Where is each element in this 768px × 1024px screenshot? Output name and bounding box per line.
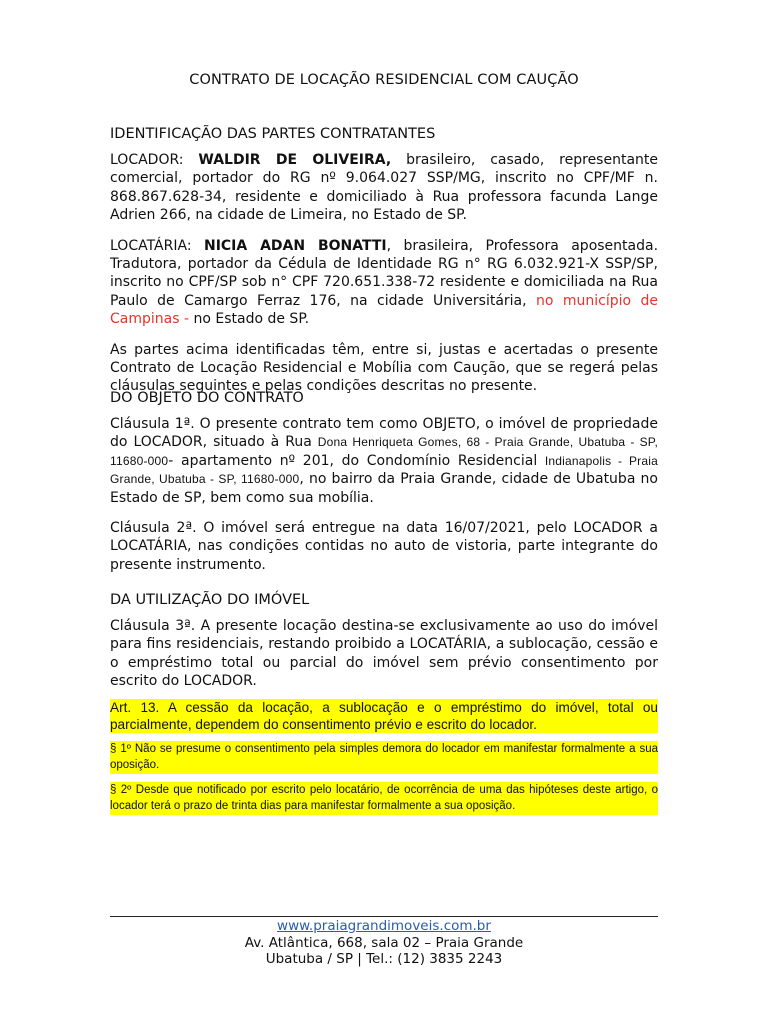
utilizacao-section [110, 592, 658, 815]
parties-section [110, 126, 658, 396]
footer-website-link[interactable]: www.praiagrandimoveis.com.br [277, 918, 491, 934]
paragraph-1-text: § 1º Não se presume o consentimento pela simples demora do locador em manifestar formalmente a sua oposição. [110, 742, 658, 772]
footer-address: Av. Atlântica, 668, sala 02 – Praia Grande [244, 934, 524, 951]
objeto-section [110, 390, 658, 574]
locataria-city: no município de Campinas - [110, 292, 659, 328]
clause-1-address: Dona Henriqueta Gomes, 68 - Praia Grande, Ubatuba - SP, 11680-000 [110, 435, 658, 468]
clause-3: Cláusula 3ª. A presente locação destina-se exclusivamente ao uso do imóvel para fins residenciais, restando proibido a LOCATÁRIA, a sublocação, cessão e o empréstimo total ou parcial do imóvel sem prévio consentimento por escrito do LOCADOR. [110, 618, 658, 690]
article-13-highlight [110, 699, 658, 733]
locataria-text: , brasileira, Professora aposentada. Tradutora, portador da Cédula de Identidade RG n° RG 6.032.921-X SSP/SP, inscrito no CPF/SP sob n° CPF 720.651.338-72 residente e domiciliada na Rua Paulo de Camargo Ferraz 176, na cidade Universitária, [110, 237, 659, 309]
locataria-paragraph [110, 237, 658, 329]
footer [110, 918, 658, 968]
clause-1-start: Cláusula 1ª. O presente contrato tem como OBJETO, o imóvel de propriedade do LOCADOR, situado à Rua [110, 416, 658, 451]
footer-divider [110, 916, 658, 917]
locador-text: brasileiro, casado, representante comercial, portador do RG nº 9.064.027 SSP/MG, inscrito no CPF/MF n. 868.867.628-34, residente e domiciliado à Rua professora facunda Lange Adrien 266, na cidade de Limeira, no Estado de SP. [110, 152, 659, 224]
article-13-text: Art. 13. A cessão da locação, a sublocação e o empréstimo do imóvel, total ou parcialmente, dependem do consentimento prévio e escrito do locador. [110, 699, 658, 732]
paragraph-1-highlight [110, 741, 658, 774]
clause-1-end: , no bairro da Praia Grande, cidade de Ubatuba no Estado de SP, bem como sua mobília. [110, 471, 658, 506]
locataria-name: NICIA ADAN BONATTI [203, 237, 387, 254]
locador-name: WALDIR DE OLIVEIRA, [198, 152, 392, 168]
clause-2: Cláusula 2ª. O imóvel será entregue na data 16/07/2021, pelo LOCADOR a LOCATÁRIA, nas condições contidas no auto de vistoria, parte integrante do presente instrumento. [110, 520, 658, 573]
paragraph-2-highlight [110, 782, 658, 815]
locador-paragraph [110, 151, 658, 225]
locador-label: LOCADOR: [110, 152, 199, 168]
paragraph-2-text: § 2º Desde que notificado por escrito pelo locatário, de ocorrência de uma das hipóteses deste artigo, o locador terá o prazo de trinta dias para manifestar formalmente a sua oposição. [110, 783, 658, 813]
parties-heading: IDENTIFICAÇÃO DAS PARTES CONTRATANTES [110, 126, 436, 142]
document-title: CONTRATO DE LOCAÇÃO RESIDENCIAL COM CAUÇÃO [189, 72, 579, 88]
footer-contact: Ubatuba / SP | Tel.: (12) 3835 2243 [265, 951, 503, 967]
utilizacao-heading: DA UTILIZAÇÃO DO IMÓVEL [110, 592, 310, 608]
objeto-heading: DO OBJETO DO CONTRATO [110, 390, 304, 406]
clause-1-mid: - apartamento nº 201, do Condomínio Residencial [168, 452, 545, 469]
locataria-end: no Estado de SP. [189, 311, 310, 328]
locataria-label: LOCATÁRIA: [110, 237, 204, 254]
clause-1 [110, 415, 658, 507]
clause-1-condo: Indianapolis - Praia Grande, Ubatuba - SP, 11680-000 [110, 453, 658, 487]
intro-paragraph: As partes acima identificadas têm, entre si, justas e acertadas o presente Contrato de Locação Residencial e Mobília com Caução, que se regerá pelas cláusulas seguintes e pelas condições descritas no presente. [110, 341, 658, 395]
